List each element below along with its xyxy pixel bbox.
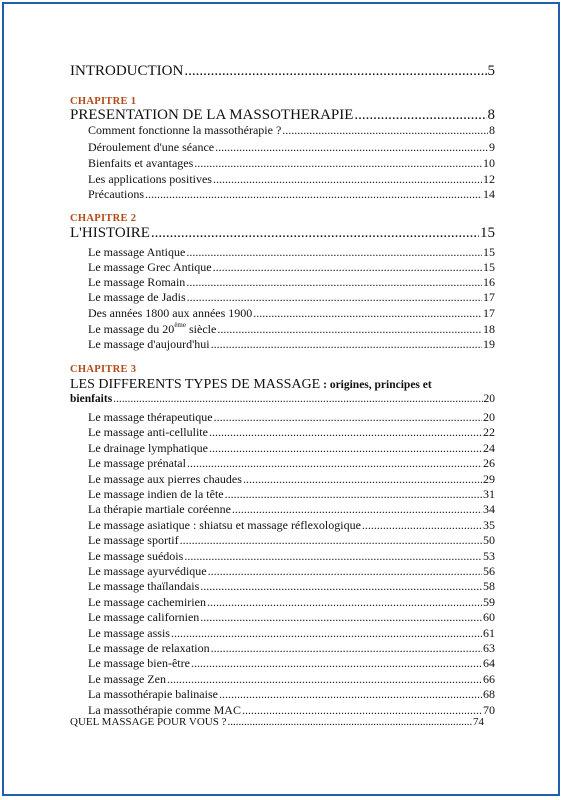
chapter-label: CHAPITRE 3 [70,364,137,375]
dot-leader [167,672,482,687]
entry-page: 29 [483,471,495,486]
toc-entry[interactable] [88,321,495,337]
toc-entry[interactable] [88,656,495,671]
dot-leader [200,610,482,625]
entry-title [88,321,216,337]
toc-entry[interactable] [88,337,495,352]
toc-entry-introduction[interactable] [70,63,495,80]
entry-page: 64 [483,656,495,671]
dot-leader [186,245,482,260]
dot-leader [219,687,482,702]
dot-leader [213,172,482,187]
entry-title: Le massage de Jadis [88,290,186,304]
entry-page: 15 [483,245,495,259]
toc-entry[interactable] [88,123,495,138]
entry-title: Bienfaits et avantages [88,156,194,170]
dot-leader [200,579,482,594]
dot-leader [186,275,482,290]
entry-title: Le massage sportif [88,533,179,548]
entry-title: PRESENTATION DE LA MASSOTHERAPIE [70,107,354,123]
dot-leader [243,472,482,487]
entry-title: Le massage ayurvédique [88,564,207,578]
entry-page: 14 [483,187,495,201]
dot-leader [213,260,482,275]
entry-title: Comment fonctionne la massothérapie ? [88,123,282,137]
toc-entry[interactable] [88,641,495,656]
entry-title: La massothérapie balinaise [88,687,218,702]
dot-leader [180,533,482,548]
entry-title: L'HISTOIRE [70,225,150,241]
toc-entry[interactable] [88,456,495,471]
entry-title: Les applications positives [88,172,212,186]
dot-leader [362,518,482,533]
entry-page: 17 [483,306,495,320]
toc-entry[interactable] [88,502,495,517]
dot-leader [184,549,482,564]
dot-leader [194,156,482,171]
chapter-label: CHAPITRE 2 [70,213,137,224]
dot-leader [207,595,482,610]
toc-entry-closing[interactable] [70,716,484,728]
ordinal-superscript: ème [174,321,186,329]
entry-title: Le massage anti-cellulite [88,425,208,440]
entry-page: 61 [483,625,495,640]
entry-title: Le massage assis [88,625,170,640]
entry-title: Le massage Antique [88,245,186,259]
entry-page: 17 [483,290,495,304]
entry-title: Des années 1800 aux années 1900 [88,306,253,320]
entry-page: 8 [489,123,495,137]
dot-leader [214,410,482,425]
dot-leader [208,564,482,579]
entry-title: Déroulement d'une séance [88,140,215,154]
dot-leader [151,225,479,242]
toc-entry[interactable] [88,425,495,440]
entry-page: 58 [483,579,495,594]
toc-entry-chapter-title[interactable] [70,225,495,242]
dot-leader [171,626,482,641]
toc-entry[interactable] [88,260,495,275]
entry-page: 24 [483,440,495,455]
entry-page: 35 [483,517,495,532]
entry-page: 15 [480,225,495,241]
entry-page: 12 [483,172,495,186]
entry-page: 8 [487,107,495,123]
dot-leader [184,63,486,80]
entry-title: QUEL MASSAGE POUR VOUS ? [70,716,227,728]
dot-leader [191,656,482,671]
entry-page: 10 [483,156,495,170]
toc-entry[interactable] [88,275,495,290]
entry-page: 22 [483,425,495,440]
entry-title-suffix: siècle [185,322,217,336]
entry-title: Le massage suédois [88,548,184,563]
entry-page: 18 [483,322,495,336]
entry-page: 70 [483,702,495,717]
chapter-label: CHAPITRE 1 [70,96,137,107]
entry-title: Le massage thérapeutique [88,410,213,424]
entry-title-rest: : origines, principes et [320,379,432,391]
entry-title: Le massage thaïlandais [88,579,200,594]
toc-entry[interactable] [88,610,495,625]
dot-leader [232,502,482,517]
entry-page: 68 [483,687,495,702]
entry-page: 60 [483,610,495,625]
entry-title: Le massage aux pierres chaudes [88,471,242,486]
dot-leader [227,716,472,728]
toc-entry[interactable] [88,687,495,702]
toc-entry[interactable] [88,518,495,533]
entry-title: Le massage prénatal [88,456,186,471]
entry-title: Le massage cachemirien [88,594,206,609]
entry-title-prefix: Le massage du 20 [88,322,175,336]
entry-title: Le massage Grec Antique [88,260,212,274]
entry-title: Le massage indien de la tête [88,487,224,501]
toc-entry[interactable] [88,156,495,171]
entry-title: Le massage d'aujourd'hui [88,337,210,351]
entry-page: 34 [483,502,495,517]
toc-entry[interactable] [88,533,495,548]
toc-entry[interactable] [88,306,495,321]
toc-entry[interactable] [88,140,495,155]
entry-page: 50 [483,533,495,548]
dot-leader [211,337,482,352]
entry-page: 15 [483,260,495,274]
entry-page: 63 [483,641,495,655]
dot-leader [225,487,482,502]
entry-title: Le massage Zen [88,671,166,686]
entry-page: 16 [483,275,495,289]
entry-title: Le massage asiatique : shiatsu et massage réflexologique [88,517,361,532]
entry-title: Le massage bien-être [88,656,190,671]
entry-title: La thérapie martiale coréenne [88,502,231,517]
entry-page: 20 [483,393,495,405]
entry-page: 56 [483,564,495,578]
dot-leader [253,306,482,321]
dot-leader [187,456,482,471]
dot-leader [113,393,482,405]
dot-leader [282,123,488,138]
dot-leader [187,290,482,305]
entry-title: INTRODUCTION [70,63,184,79]
entry-page: 19 [483,337,495,351]
entry-title: bienfaits [70,393,113,405]
toc-entry[interactable] [88,672,495,687]
entry-title: Le drainage lymphatique [88,440,208,455]
entry-title: Précautions [88,187,144,201]
toc-entry[interactable] [88,410,495,425]
toc-entry[interactable] [88,245,495,260]
entry-title: Le massage de relaxation [88,641,210,655]
toc-entry[interactable] [88,579,495,594]
entry-title: LES DIFFERENTS TYPES DE MASSAGE [70,377,321,392]
chapter-title-line[interactable] [70,376,432,393]
toc-entry[interactable] [88,187,495,202]
entry-title: Le massage Romain [88,275,186,289]
entry-page: 9 [489,140,495,154]
dot-leader [209,441,482,456]
toc-entry[interactable] [88,487,495,502]
toc-entry-chapter-title[interactable] [70,393,495,405]
dot-leader [145,187,482,202]
dot-leader [217,322,482,337]
entry-page: 5 [487,63,495,79]
toc-entry[interactable] [88,626,495,641]
entry-page: 31 [483,487,495,501]
dot-leader [354,107,486,124]
entry-page: 53 [483,548,495,563]
entry-page: 59 [483,594,495,609]
toc-entry[interactable] [88,290,495,305]
toc-entry[interactable] [88,472,495,487]
entry-page: 66 [483,671,495,686]
toc-entry[interactable] [88,172,495,187]
entry-title: La massothérapie comme MAC [88,702,241,717]
toc-entry[interactable] [88,564,495,579]
entry-title: Le massage californien [88,610,200,625]
dot-leader [211,641,482,656]
entry-page: 20 [483,410,495,424]
toc-entry-chapter-title[interactable] [70,107,495,124]
dot-leader [209,425,482,440]
entry-page: 74 [473,716,484,728]
toc-entry[interactable] [88,441,495,456]
toc-entry[interactable] [88,595,495,610]
toc-entry[interactable] [88,549,495,564]
entry-page: 26 [483,456,495,471]
dot-leader [215,140,488,155]
